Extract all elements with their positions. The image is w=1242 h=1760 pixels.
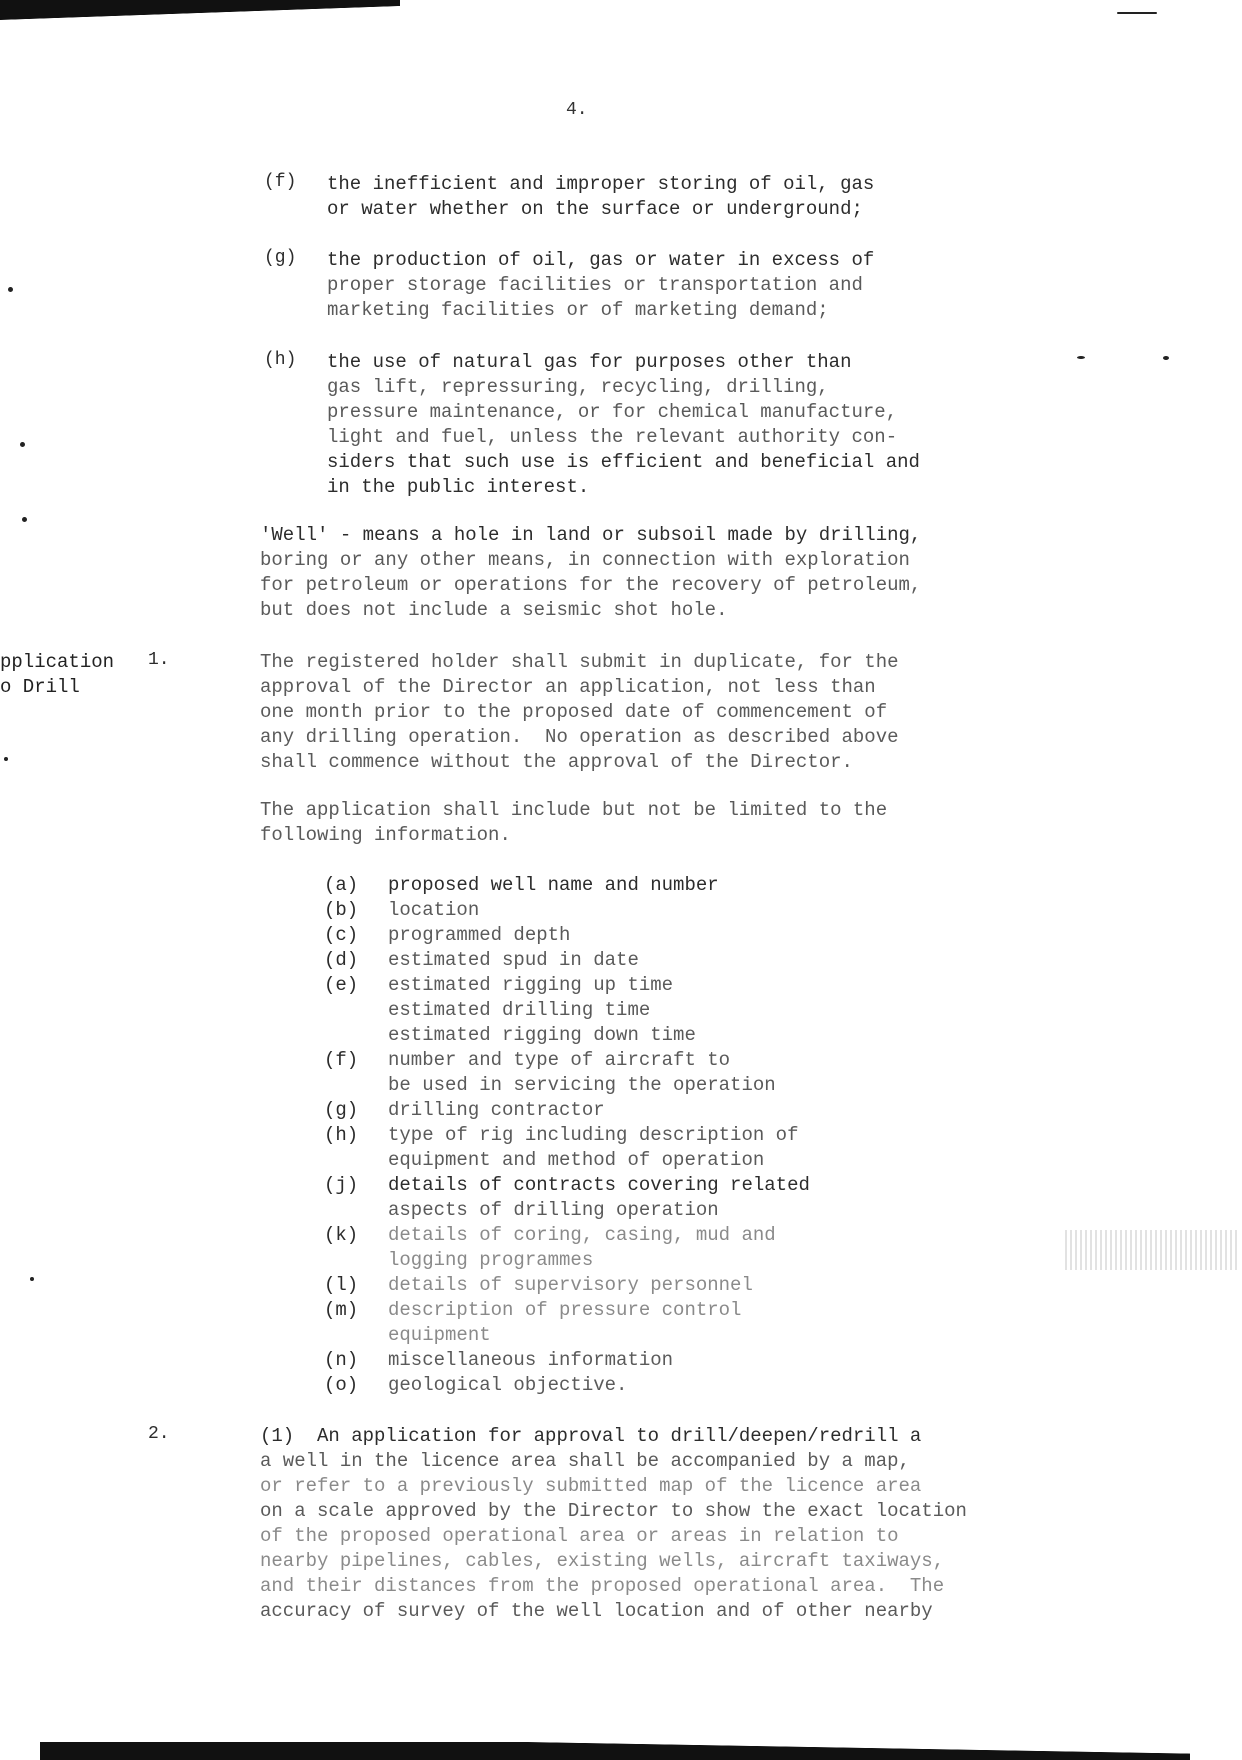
definition-label: (f) bbox=[264, 172, 297, 192]
scan-edge-bottom bbox=[40, 1742, 1190, 1760]
section-paragraph: The registered holder shall submit in duplicate, for the approval of the Director an application, not less than one month prior to the proposed date of commencement of any drilling operation. No operation as described above shall commence without the approval of the Director. bbox=[260, 651, 899, 773]
margin-heading: pplication o Drill bbox=[0, 651, 115, 698]
scan-speck bbox=[30, 1277, 34, 1281]
scan-speck bbox=[22, 517, 27, 522]
scan-speck bbox=[4, 757, 8, 761]
section-number: 1. bbox=[148, 650, 170, 670]
item-labels: (a) (b) (c) (d) (e) (f) (g) (h) (j) (k) (l) (m) (n) (o) bbox=[324, 874, 359, 1396]
scan-speck bbox=[20, 442, 25, 447]
scan-edge-top bbox=[0, 0, 400, 22]
definition-text: the use of natural gas for purposes other than gas lift, repressuring, recycling, drilling, pressure maintenance, or for chemical manufacture, light and fuel, unless the relevant authority con- siders that such use is efficient and beneficial and in the public interest. bbox=[327, 351, 920, 498]
section-number: 2. bbox=[148, 1424, 170, 1444]
definition-text: the production of oil, gas or water in excess of proper storage facilities or transportation and marketing facilities or of marketing demand; bbox=[327, 249, 875, 321]
well-definition: 'Well' - means a hole in land or subsoil made by drilling, boring or any other means, in connection with exploration for petroleum or operations for the recovery of petroleum, but does not include a seismic shot hole. bbox=[260, 524, 922, 621]
definition-label: (h) bbox=[264, 350, 297, 370]
definition-text: the inefficient and improper storing of oil, gas or water whether on the surface or underground; bbox=[327, 173, 875, 220]
section-paragraph: The application shall include but not be limited to the following information. bbox=[260, 799, 888, 846]
scan-noise bbox=[1065, 1230, 1240, 1270]
page-number: 4. bbox=[566, 100, 588, 120]
scan-speck bbox=[1163, 356, 1169, 360]
scan-speck bbox=[1117, 12, 1157, 14]
item-texts: proposed well name and number location programmed depth estimated spud in date estimated rigging up time estimated drilling time estimated rigging down time number and type of aircraft to be used in servicing the operation drilling contractor type of rig including description of equipment and method of operation details of contracts covering related aspects of drilling operation details of coring, casing, mud and logging programmes details of supervisory personnel description of pressure control equipment miscellaneous information geological objective. bbox=[388, 874, 810, 1396]
scan-speck bbox=[1077, 356, 1085, 359]
scan-speck bbox=[8, 287, 13, 292]
section-paragraph: (1) An application for approval to drill/deepen/redrill a a well in the licence area shall be accompanied by a map, or refer to a previously submitted map of the licence area on a scale approved by the Director to show the exact location of the proposed operational area or areas in relation to nearby pipelines, cables, existing wells, aircraft taxiways, and their distances from the proposed operational area. The accuracy of survey of the well location and of other nearby bbox=[260, 1425, 967, 1622]
definition-label: (g) bbox=[264, 248, 297, 268]
